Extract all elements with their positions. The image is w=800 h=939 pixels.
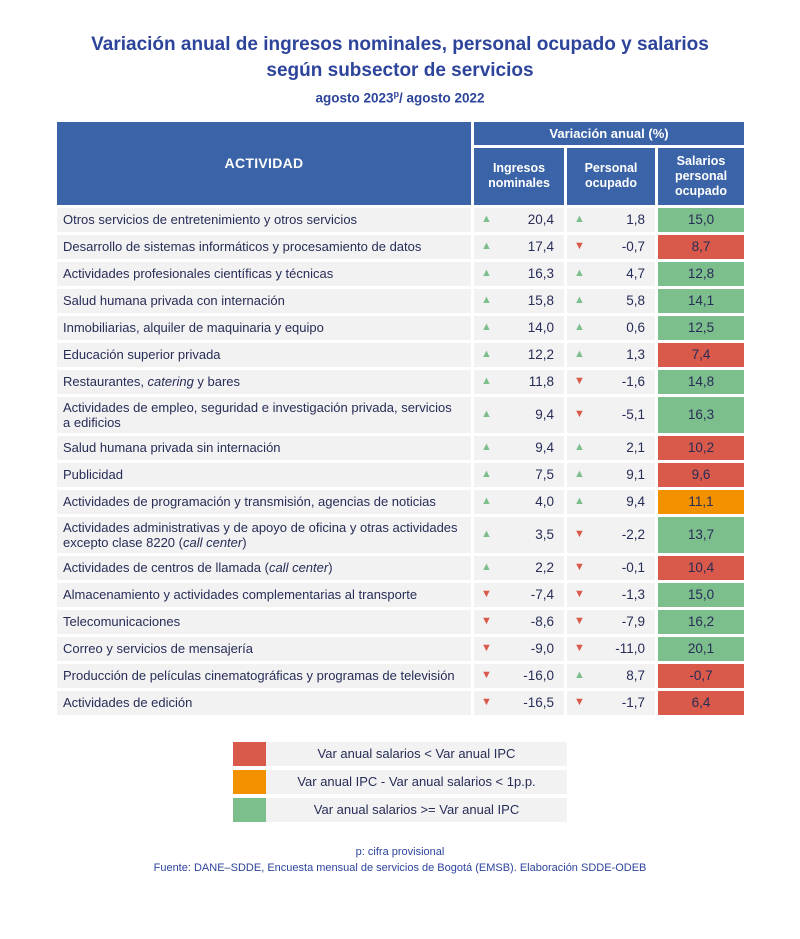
table-row (57, 691, 744, 715)
personal-ocupado-value: 8,7 (626, 668, 645, 683)
header-ingresos-nominales: Ingresos nominales (474, 148, 564, 205)
table-row (57, 490, 744, 514)
salarios-cell (658, 664, 744, 688)
up-triangle-icon: ▲ (574, 669, 585, 681)
legend-label-orange: Var anual IPC - Var anual salarios < 1p.p. (266, 770, 567, 794)
table-row (57, 370, 744, 394)
activity-cell (57, 610, 471, 634)
table-row (57, 208, 744, 232)
ingresos-nominales-value: 9,4 (535, 407, 554, 422)
table-row (57, 343, 744, 367)
salarios-value: 14,1 (687, 293, 715, 308)
ingresos-nominales-value: 3,5 (535, 527, 554, 542)
legend-label-red: Var anual salarios < Var anual IPC (266, 742, 567, 766)
variation-table (57, 122, 744, 715)
activity-label: Otros servicios de entretenimiento y otros servicios (63, 212, 358, 227)
personal-ocupado-cell (567, 262, 655, 286)
personal-ocupado-cell (567, 517, 655, 553)
salarios-value: 10,2 (687, 440, 715, 455)
ingresos-nominales-cell (474, 370, 564, 394)
down-triangle-icon: ▼ (481, 642, 492, 654)
ingresos-nominales-cell (474, 436, 564, 460)
salarios-cell (658, 436, 744, 460)
table-row (57, 637, 744, 661)
personal-ocupado-cell (567, 436, 655, 460)
personal-ocupado-cell (567, 463, 655, 487)
page-subtitle (0, 89, 800, 106)
salarios-cell (658, 463, 744, 487)
down-triangle-icon: ▼ (574, 408, 585, 420)
down-triangle-icon: ▼ (574, 588, 585, 600)
personal-ocupado-cell (567, 370, 655, 394)
legend-item-orange (233, 770, 567, 794)
salarios-cell (658, 316, 744, 340)
ingresos-nominales-value: 16,3 (527, 266, 554, 281)
green-swatch-icon (233, 798, 266, 822)
ingresos-nominales-value: 12,2 (527, 347, 554, 362)
ingresos-nominales-value: -9,0 (530, 641, 554, 656)
up-triangle-icon: ▲ (481, 495, 492, 507)
activity-cell (57, 397, 471, 433)
subtitle-prefix: agosto 2023 (315, 90, 394, 106)
activity-label: Actividades de programación y transmisión, agencias de noticias (63, 494, 436, 509)
table-row (57, 610, 744, 634)
header-variation-anual: Variación anual (%) (474, 122, 744, 145)
personal-ocupado-value: 9,4 (626, 494, 645, 509)
ingresos-nominales-value: 20,4 (527, 212, 554, 227)
salarios-value: 15,0 (687, 212, 715, 227)
activity-label: Actividades profesionales científicas y técnicas (63, 266, 334, 281)
personal-ocupado-value: -7,9 (621, 614, 645, 629)
salarios-value: 15,0 (687, 587, 715, 602)
salarios-value: 16,2 (687, 614, 715, 629)
ingresos-nominales-cell (474, 637, 564, 661)
salarios-value: 11,1 (688, 494, 714, 509)
down-triangle-icon: ▼ (574, 642, 585, 654)
ingresos-nominales-cell (474, 262, 564, 286)
activity-cell (57, 637, 471, 661)
table-row (57, 289, 744, 313)
ingresos-nominales-cell (474, 208, 564, 232)
personal-ocupado-cell (567, 490, 655, 514)
table-row (57, 397, 744, 433)
up-triangle-icon: ▲ (481, 468, 492, 480)
header-personal-ocupado: Personal ocupado (567, 148, 655, 205)
activity-cell (57, 691, 471, 715)
personal-ocupado-value: 4,7 (626, 266, 645, 281)
subtitle-suffix: / agosto 2022 (399, 90, 485, 106)
activity-label: Salud humana privada sin internación (63, 440, 281, 455)
ingresos-nominales-cell (474, 517, 564, 553)
down-triangle-icon: ▼ (574, 240, 585, 252)
personal-ocupado-cell (567, 556, 655, 580)
footer (0, 844, 800, 876)
ingresos-nominales-value: 2,2 (535, 560, 554, 575)
up-triangle-icon: ▲ (481, 294, 492, 306)
activity-cell (57, 235, 471, 259)
ingresos-nominales-value: -8,6 (530, 614, 554, 629)
personal-ocupado-cell (567, 343, 655, 367)
up-triangle-icon: ▲ (481, 375, 492, 387)
page-title-line1: Variación anual de ingresos nominales, personal ocupado y salarios (91, 34, 709, 55)
activity-cell (57, 490, 471, 514)
ingresos-nominales-cell (474, 664, 564, 688)
ingresos-nominales-cell (474, 397, 564, 433)
ingresos-nominales-value: 11,8 (528, 374, 554, 389)
activity-label: Producción de películas cinematográficas y programas de televisión (63, 668, 455, 683)
activity-cell (57, 664, 471, 688)
up-triangle-icon: ▲ (574, 294, 585, 306)
salarios-cell (658, 691, 744, 715)
activity-cell (57, 208, 471, 232)
salarios-value: 12,8 (687, 266, 715, 281)
down-triangle-icon: ▼ (481, 588, 492, 600)
up-triangle-icon: ▲ (481, 213, 492, 225)
subtitle-provisional-mark: p (393, 89, 399, 99)
up-triangle-icon: ▲ (481, 348, 492, 360)
red-swatch-icon (233, 742, 266, 766)
activity-label: Actividades de centros de llamada (call center) (63, 560, 333, 575)
down-triangle-icon: ▼ (574, 615, 585, 627)
activity-cell (57, 289, 471, 313)
ingresos-nominales-cell (474, 235, 564, 259)
activity-cell (57, 583, 471, 607)
up-triangle-icon: ▲ (481, 321, 492, 333)
table-body (57, 208, 744, 715)
table-header (57, 122, 744, 205)
up-triangle-icon: ▲ (574, 348, 585, 360)
activity-label: Actividades administrativas y de apoyo de oficina y otras actividades excepto clase 8220 (call center) (63, 519, 458, 550)
activity-cell (57, 370, 471, 394)
ingresos-nominales-cell (474, 343, 564, 367)
down-triangle-icon: ▼ (574, 561, 585, 573)
personal-ocupado-value: -2,2 (621, 527, 645, 542)
activity-label: Correo y servicios de mensajería (63, 641, 254, 656)
header-activity: ACTIVIDAD (57, 122, 471, 205)
personal-ocupado-value: -1,3 (621, 587, 645, 602)
down-triangle-icon: ▼ (481, 696, 492, 708)
personal-ocupado-cell (567, 235, 655, 259)
ingresos-nominales-value: 14,0 (527, 320, 554, 335)
ingresos-nominales-value: -16,0 (523, 668, 554, 683)
personal-ocupado-value: 9,1 (626, 467, 645, 482)
activity-label: Educación superior privada (63, 347, 221, 362)
personal-ocupado-value: -11,0 (615, 641, 645, 656)
activity-label: Restaurantes, catering y bares (63, 374, 241, 389)
salarios-value: 8,7 (691, 239, 711, 254)
personal-ocupado-value: 2,1 (626, 440, 645, 455)
salarios-cell (658, 235, 744, 259)
up-triangle-icon: ▲ (481, 561, 492, 573)
up-triangle-icon: ▲ (574, 495, 585, 507)
personal-ocupado-value: -1,6 (621, 374, 645, 389)
legend-item-red (233, 742, 567, 766)
salarios-cell (658, 556, 744, 580)
table-row (57, 583, 744, 607)
ingresos-nominales-cell (474, 583, 564, 607)
personal-ocupado-value: 1,8 (626, 212, 645, 227)
up-triangle-icon: ▲ (574, 468, 585, 480)
ingresos-nominales-cell (474, 490, 564, 514)
legend-label-green: Var anual salarios >= Var anual IPC (266, 798, 567, 822)
salarios-cell (658, 262, 744, 286)
personal-ocupado-cell (567, 397, 655, 433)
activity-cell (57, 436, 471, 460)
activity-cell (57, 262, 471, 286)
activity-cell (57, 556, 471, 580)
table-row (57, 436, 744, 460)
ingresos-nominales-value: 7,5 (535, 467, 554, 482)
salarios-cell (658, 517, 744, 553)
up-triangle-icon: ▲ (481, 408, 492, 420)
activity-label: Publicidad (63, 467, 123, 482)
ingresos-nominales-cell (474, 610, 564, 634)
personal-ocupado-cell (567, 664, 655, 688)
personal-ocupado-value: 5,8 (626, 293, 645, 308)
salarios-value: 14,8 (687, 374, 715, 389)
ingresos-nominales-value: 4,0 (535, 494, 554, 509)
salarios-cell (658, 289, 744, 313)
personal-ocupado-cell (567, 289, 655, 313)
header-subcolumns (474, 148, 744, 205)
salarios-value: 16,3 (687, 407, 715, 422)
salarios-value: -0,7 (689, 668, 713, 683)
personal-ocupado-value: 1,3 (626, 347, 645, 362)
salarios-value: 10,4 (687, 560, 715, 575)
salarios-cell (658, 490, 744, 514)
activity-cell (57, 463, 471, 487)
ingresos-nominales-value: 17,4 (527, 239, 554, 254)
header-variation-group (474, 122, 744, 205)
activity-label: Inmobiliarias, alquiler de maquinaria y equipo (63, 320, 324, 335)
salarios-cell (658, 343, 744, 367)
down-triangle-icon: ▼ (574, 528, 585, 540)
personal-ocupado-cell (567, 208, 655, 232)
page-title (50, 32, 750, 84)
salarios-value: 20,1 (687, 641, 715, 656)
ingresos-nominales-value: -7,4 (530, 587, 554, 602)
down-triangle-icon: ▼ (481, 669, 492, 681)
salarios-cell (658, 397, 744, 433)
up-triangle-icon: ▲ (574, 267, 585, 279)
activity-label: Almacenamiento y actividades complementarias al transporte (63, 587, 418, 602)
activity-label: Desarrollo de sistemas informáticos y procesamiento de datos (63, 239, 422, 254)
salarios-cell (658, 583, 744, 607)
ingresos-nominales-cell (474, 316, 564, 340)
up-triangle-icon: ▲ (481, 441, 492, 453)
ingresos-nominales-value: 15,8 (527, 293, 554, 308)
page-title-line2: según subsector de servicios (266, 60, 534, 81)
down-triangle-icon: ▼ (481, 615, 492, 627)
ingresos-nominales-value: 9,4 (535, 440, 554, 455)
up-triangle-icon: ▲ (481, 528, 492, 540)
personal-ocupado-value: -1,7 (621, 695, 645, 710)
salarios-cell (658, 610, 744, 634)
title-block (0, 32, 800, 106)
activity-label: Telecomunicaciones (63, 614, 181, 629)
personal-ocupado-cell (567, 610, 655, 634)
salarios-value: 9,6 (691, 467, 711, 482)
table-row (57, 664, 744, 688)
up-triangle-icon: ▲ (574, 321, 585, 333)
up-triangle-icon: ▲ (481, 267, 492, 279)
table-row (57, 316, 744, 340)
personal-ocupado-cell (567, 637, 655, 661)
down-triangle-icon: ▼ (574, 696, 585, 708)
ingresos-nominales-cell (474, 556, 564, 580)
ingresos-nominales-cell (474, 691, 564, 715)
table-row (57, 463, 744, 487)
up-triangle-icon: ▲ (574, 441, 585, 453)
table-row (57, 517, 744, 553)
up-triangle-icon: ▲ (574, 213, 585, 225)
legend-item-green (233, 798, 567, 822)
ingresos-nominales-cell (474, 289, 564, 313)
activity-cell (57, 517, 471, 553)
salarios-value: 12,5 (687, 320, 715, 335)
down-triangle-icon: ▼ (574, 375, 585, 387)
activity-cell (57, 343, 471, 367)
table-row (57, 235, 744, 259)
personal-ocupado-value: -5,1 (621, 407, 645, 422)
salarios-cell (658, 637, 744, 661)
salarios-value: 6,4 (691, 695, 711, 710)
personal-ocupado-cell (567, 583, 655, 607)
legend (233, 742, 567, 822)
personal-ocupado-value: -0,7 (621, 239, 645, 254)
footer-provisional-note: p: cifra provisional (355, 845, 445, 858)
ingresos-nominales-cell (474, 463, 564, 487)
personal-ocupado-value: 0,6 (626, 320, 645, 335)
activity-label: Actividades de empleo, seguridad e investigación privada, servicios a edificios (63, 399, 452, 430)
header-salarios-personal-ocupado: Salarios personal ocupado (658, 148, 744, 205)
salarios-value: 13,7 (687, 527, 715, 542)
activity-label: Actividades de edición (63, 695, 193, 710)
personal-ocupado-cell (567, 691, 655, 715)
salarios-cell (658, 370, 744, 394)
orange-swatch-icon (233, 770, 266, 794)
salarios-value: 7,4 (691, 347, 711, 362)
activity-cell (57, 316, 471, 340)
up-triangle-icon: ▲ (481, 240, 492, 252)
personal-ocupado-value: -0,1 (621, 560, 645, 575)
table-row (57, 262, 744, 286)
table-row (57, 556, 744, 580)
activity-label: Salud humana privada con internación (63, 293, 285, 308)
salarios-cell (658, 208, 744, 232)
personal-ocupado-cell (567, 316, 655, 340)
ingresos-nominales-value: -16,5 (523, 695, 554, 710)
footer-source: Fuente: DANE–SDDE, Encuesta mensual de servicios de Bogotá (EMSB). Elaboración SDDE-ODEB (153, 861, 647, 874)
